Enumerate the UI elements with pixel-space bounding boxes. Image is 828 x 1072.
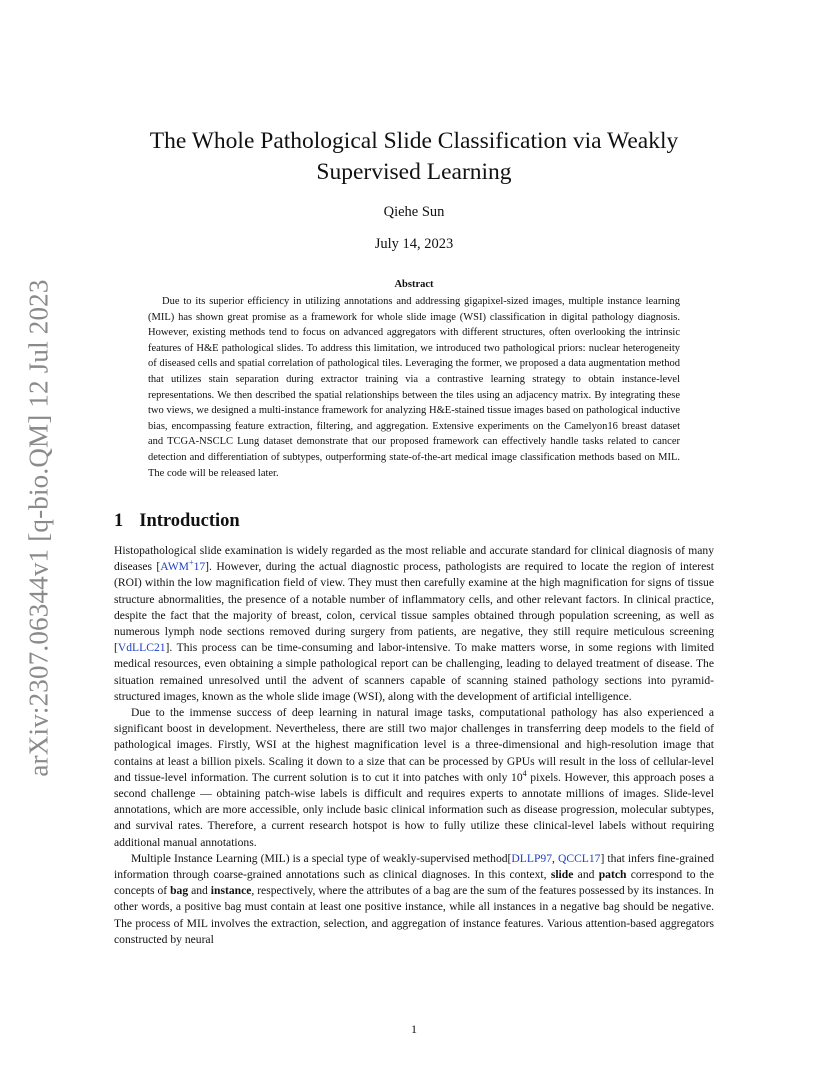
- text-run: pixels. However, this approach poses a second challenge –– obtaining patch-wise labels is difficult and requires experts to annotate millions of images. Slide-level annotations, which are more accessible, only include basic clinical information such as disease progression, molecular subtypes, and survival rates. Therefore, a current research hotspot is how to fully utilize these clinical-level labels without requiring additional manual annotations.: [114, 770, 714, 849]
- text-run: correspond to the concepts of: [114, 868, 714, 898]
- text-run: ] that infers fine-grained information through coarse-grained annotations such as clinical diagnoses. In this context,: [114, 851, 715, 882]
- text-run: , respectively, where the attributes of a bag are the sum of the features possessed by its instances. In other words, a positive bag must contain at least one positive instance, while all instances in a negative bag should be negative. The process of MIL involves the extraction, selection, and aggregation of instance features. Various attention-based aggregators constructed by neural: [114, 884, 714, 946]
- text-run: Multiple Instance Learning (MIL) is a special type of weakly-supervised method[: [131, 851, 512, 865]
- text-run: and: [573, 868, 599, 882]
- paragraph-1: [114, 543, 714, 705]
- arxiv-identifier-stamp: [22, 272, 56, 784]
- citation-link[interactable]: [160, 560, 205, 573]
- exponent: 4: [522, 768, 527, 778]
- citation-link[interactable]: DLLP97: [511, 851, 552, 865]
- bold-term: instance: [210, 884, 252, 898]
- text-run: Histopathological slide examination is widely regarded as the most reliable and accurate standard for clinical diagnosis of many diseases [: [114, 544, 714, 574]
- page-number: 1: [411, 1022, 417, 1036]
- section-heading: [114, 511, 240, 532]
- citation-text: AWM: [160, 560, 189, 574]
- section-title: Introduction: [139, 511, 240, 531]
- text-run: Due to the immense success of deep learning in natural image tasks, computational pathology has also experienced a significant boost in development. Nevertheless, there are still two major challenges in transferring deep models to the field of pathological images. Firstly, WSI at the highest magnification level is a three-dimensional and high-resolution image that contains at least a billion pixels. Scaling it down to a size that can be processed by GPUs will result in the loss of cellular-level and tissue-level information. The current solution is to cut it into patches with only 10: [114, 706, 714, 784]
- author-name: Qiehe Sun: [383, 204, 445, 220]
- paragraph-2: [114, 705, 714, 851]
- abstract-text: Due to its superior efficiency in utilizing annotations and addressing gigapixel-sized images, multiple instance learning (MIL) has shown great promise as a framework for whole slide image (WSI) classification in digital pathology diagnosis. However, existing methods tend to focus on advanced aggregators with different structures, often overlooking the intrinsic features of H&E pathological slides. To address this limitation, we introduced two pathological priors: nuclear heterogeneity of diseased cells and spatial correlation of pathological tiles. Leveraging the former, we proposed a data augmentation method that utilizes stain separation during extractor training via a contrastive learning strategy to obtain instance-level representations. We then described the spatial relationships between the tiles using an adjacency matrix. By integrating these two views, we designed a multi-instance framework for analyzing H&E-stained tissue images based on pathological inductive bias, encompassing feature extraction, filtering, and aggregation. Extensive experiments on the Camelyon16 breast dataset and TCGA-NSCLC Lung dataset demonstrate that our proposed framework can effectively handle tasks related to cancer detection and differentiation of subtypes, outperforming state-of-the-art medical image classification methods based on MIL. The code will be released later.: [148, 296, 680, 479]
- text-run: ,: [551, 851, 558, 865]
- bold-term: slide: [550, 868, 574, 882]
- section-number: 1: [114, 511, 124, 531]
- citation-superscript: +: [189, 558, 194, 568]
- publication-date: July 14, 2023: [374, 236, 454, 252]
- citation-link[interactable]: QCCL17: [557, 851, 601, 865]
- body-text: [114, 543, 714, 948]
- bold-term: patch: [598, 868, 627, 882]
- paper-title: The Whole Pathological Slide Classification via Weakly Supervised Learning: [149, 128, 679, 185]
- text-run: ]. This process can be time-consuming and labor-intensive. To make matters worse, in some regions with limited medical resources, even obtaining a simple pathological report can be challenging, leading to delayed treatment of disease. The situation remained unresolved until the advent of scanners capable of scanning stained pathology sections into pyramid-structured images, known as the whole slide image (WSI), along with the development of artificial intelligence.: [114, 641, 714, 703]
- text-run: ]. However, during the actual diagnostic process, pathologists are required to locate the region of interest (ROI) within the low magnification field of view. They must then carefully examine at the high magnification for signs of tissue structure abnormalities, the presence of a notable number of inflammatory cells, and other relevant factors. In clinical practice, despite the fact that the majority of breast, colon, cervical tissue samples obtained through population screening, as well as numerous lymph node sections removed during surgery from patients, are negative, they still require meticulous screening [: [114, 560, 714, 655]
- abstract-heading: Abstract: [394, 279, 434, 290]
- citation-link[interactable]: VdLLC21: [117, 641, 166, 655]
- text-run: and: [188, 884, 211, 898]
- arxiv-identifier-text: arXiv:2307.06344v1 [q-bio.QM] 12 Jul 2023: [23, 279, 54, 777]
- paragraph-3: [114, 851, 714, 948]
- citation-text: 17: [193, 560, 206, 574]
- bold-term: bag: [170, 884, 189, 898]
